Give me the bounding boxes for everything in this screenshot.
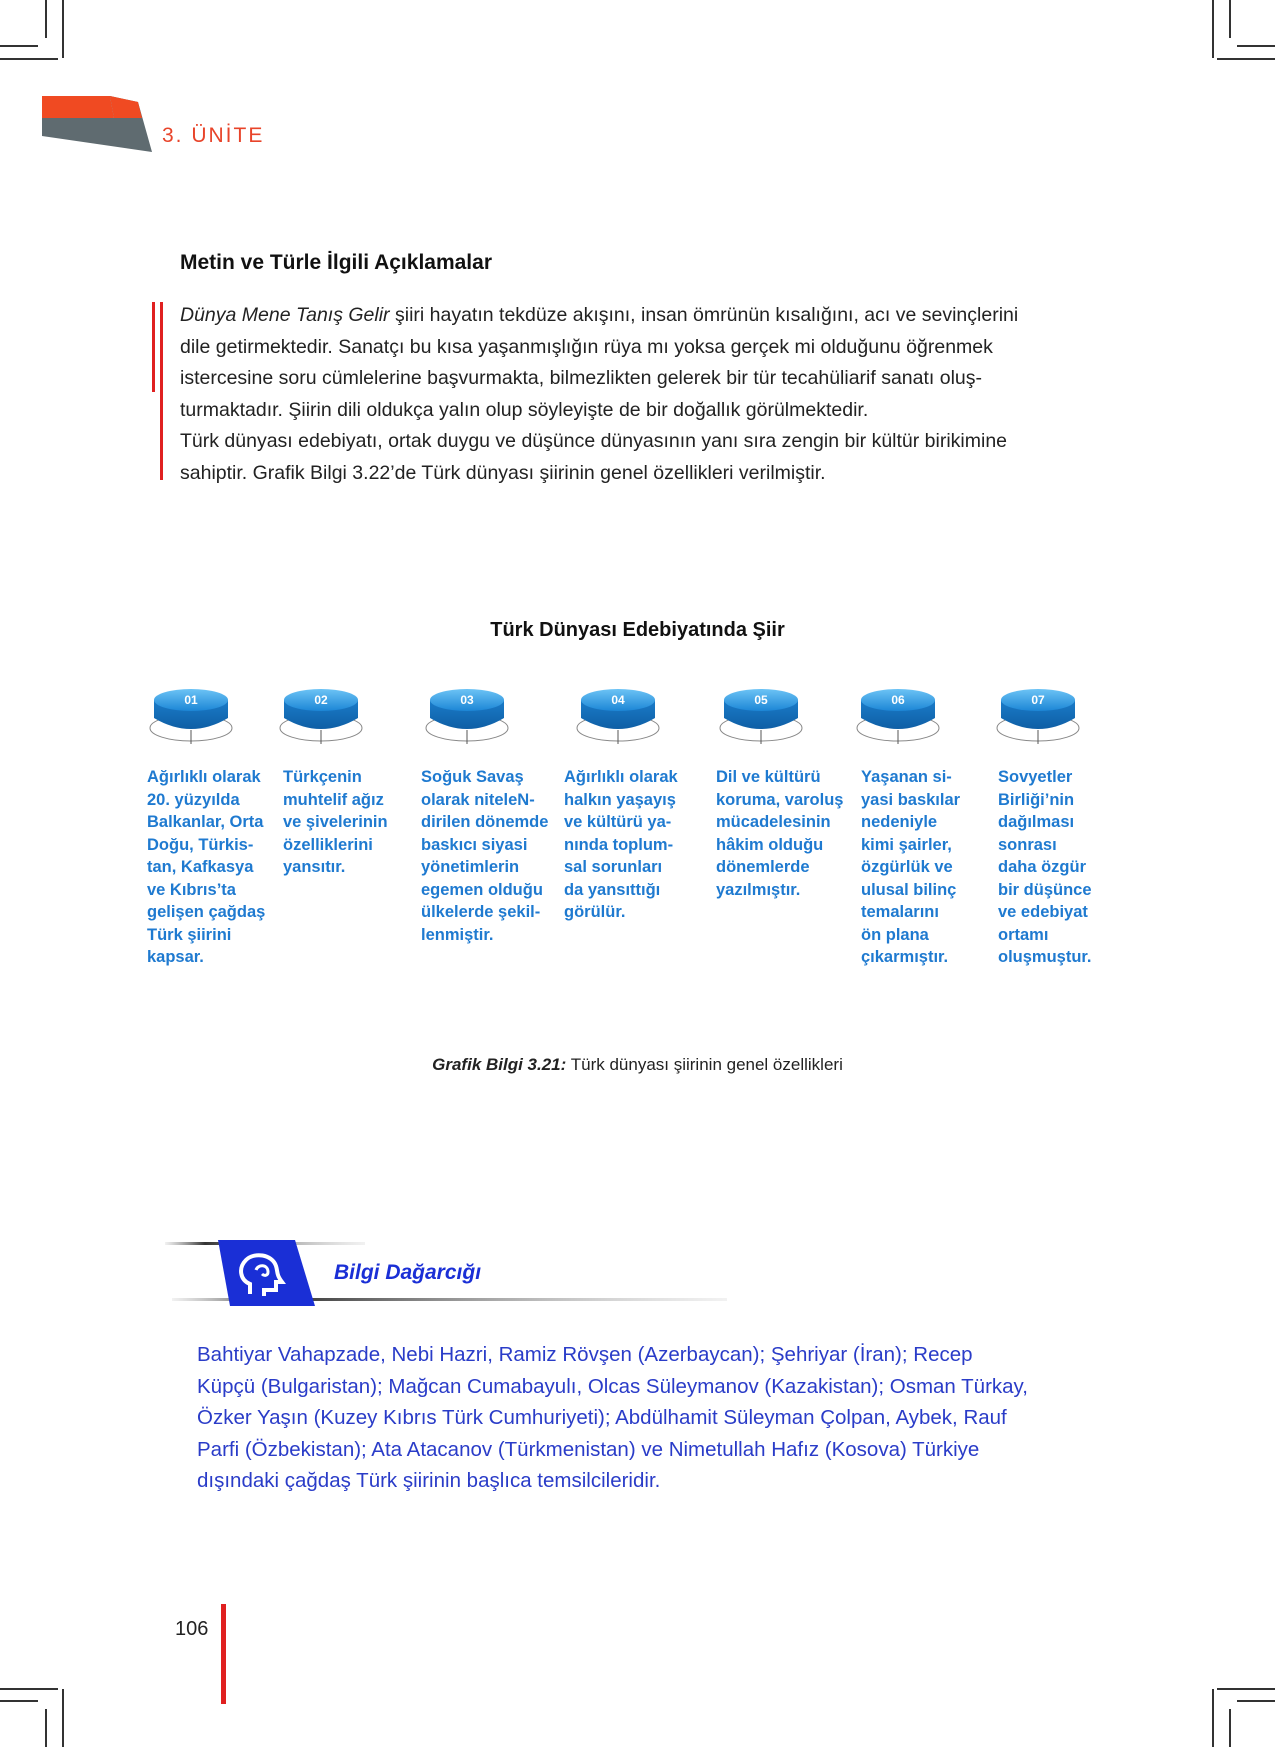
paragraph-line: turmaktadır. Şiirin dili oldukça yalın olup söyleyişte de bir doğallık görülmektedir. xyxy=(180,398,869,421)
infographic-title: Türk Dünyası Edebiyatında Şiir xyxy=(490,619,785,641)
info-box-text xyxy=(197,1339,1097,1497)
crop-mark xyxy=(0,45,38,47)
step-text: Soğuk Savaş olarak niteleN- dirilen dönemde baskıcı siyasi yönetimlerin egemen olduğu ülkelerde şekil- lenmiştir. xyxy=(421,768,549,944)
figure-caption xyxy=(0,1055,1275,1075)
paragraph-line: Türk dünyası edebiyatı, ortak duygu ve düşünce dünyasının yanı sıra zengin bir kültür birikimine xyxy=(180,430,1008,452)
step-number: 01 xyxy=(184,693,198,707)
step-disc xyxy=(995,680,1081,756)
quote-bar xyxy=(160,302,163,480)
quote-bar xyxy=(152,302,155,392)
poem-title: Dünya Mene Tanış Gelir xyxy=(180,304,390,326)
step-disc xyxy=(855,680,941,756)
page-number-bar xyxy=(221,1604,226,1704)
step-text: Ağırlıklı olarak halkın yaşayış ve kültürü ya- nında toplum- sal sorunları da yansıttığı görülür. xyxy=(564,768,678,921)
info-box-title: Bilgi Dağarcığı xyxy=(334,1261,482,1284)
info-line: Bahtiyar Vahapzade, Nebi Hazri, Ramiz Rövşen (Azerbaycan); Şehriyar (İran); Recep xyxy=(197,1343,973,1366)
step-text: Sovyetler Birliği’nin dağılması sonrası daha özgür bir düşünce ve edebiyat ortamı oluşmuştur. xyxy=(998,768,1092,966)
unit-tab-graphic xyxy=(42,96,152,152)
step-number: 07 xyxy=(1031,693,1045,707)
step-text: Yaşanan si- yasi baskılar nedeniyle kimi şairler, özgürlük ve ulusal bilinç temalarını ön plana çıkarmıştır. xyxy=(861,768,961,966)
crop-mark xyxy=(0,1700,38,1702)
crop-mark xyxy=(1217,58,1275,60)
paragraph-line: sahiptir. Grafik Bilgi 3.22’de Türk dünyası şiirinin genel özellikleri verilmiştir. xyxy=(180,461,826,484)
paragraph-line: dile getirmektedir. Sanatçı bu kısa yaşanmışlığın rüya mı yoksa gerçek mi olduğunu öğrenmek xyxy=(180,335,993,358)
step-disc xyxy=(575,680,661,756)
unit-label: 3. ÜNİTE xyxy=(162,124,265,147)
step-number: 03 xyxy=(460,693,474,707)
info-line: Küpçü (Bulgaristan); Mağcan Cumabayulı, Olcas Süleymanov (Kazakistan); Osman Türkay, xyxy=(197,1374,1028,1398)
paragraph-line xyxy=(180,300,1095,332)
section-title: Metin ve Türle İlgili Açıklamalar xyxy=(180,251,492,274)
paragraph-line: istercesine soru cümlelerine başvurmakta, bilmezlikten gelerek bir tür tecahüliarif sanatı oluş- xyxy=(180,367,983,389)
step-text: Ağırlıklı olarak 20. yüzyılda Balkanlar, Orta Doğu, Türkis- tan, Kafkasya ve Kıbrıs’ta gelişen çağdaş Türk şiirini kapsar. xyxy=(147,768,266,966)
crop-mark xyxy=(1229,0,1231,38)
step-text: Dil ve kültürü koruma, varoluş mücadelesinin hâkim olduğu dönemlerde yazılmıştır. xyxy=(716,768,844,899)
crop-mark xyxy=(45,0,47,38)
paragraph-1 xyxy=(180,300,1095,489)
step-disc xyxy=(718,680,804,756)
crop-mark xyxy=(1237,45,1275,47)
crop-mark xyxy=(45,1709,47,1747)
step-text: Türkçenin muhtelif ağız ve şivelerinin özelliklerini yansıtır. xyxy=(283,768,388,876)
crop-mark xyxy=(1229,1709,1231,1747)
info-line: Parfi (Özbekistan); Ata Atacanov (Türkmenistan) ve Nimetullah Hafız (Kosova) Türkiye xyxy=(197,1437,980,1461)
crop-mark xyxy=(1217,1688,1275,1690)
crop-mark xyxy=(0,1688,58,1690)
page-number: 106 xyxy=(175,1618,209,1640)
step-number: 06 xyxy=(891,693,905,707)
caption-text: Türk dünyası şiirinin genel özellikleri xyxy=(566,1055,843,1074)
step-number: 02 xyxy=(314,693,328,707)
step-disc xyxy=(424,680,510,756)
crop-mark xyxy=(62,1689,64,1747)
step-number: 05 xyxy=(754,693,768,707)
paragraph-text: şiiri hayatın tekdüze akışını, insan ömrünün kısalığını, acı ve sevinçlerini xyxy=(389,304,1019,326)
step-disc xyxy=(148,680,234,756)
crop-mark xyxy=(1237,1700,1275,1702)
crop-mark xyxy=(62,0,64,58)
caption-label: Grafik Bilgi 3.21: xyxy=(432,1055,567,1074)
info-line: Özker Yaşın (Kuzey Kıbrıs Türk Cumhuriyeti); Abdülhamit Süleyman Çolpan, Aybek, Rauf xyxy=(197,1406,1007,1429)
crop-mark xyxy=(1212,0,1214,58)
info-line: dışındaki çağdaş Türk şiirinin başlıca temsilcileridir. xyxy=(197,1469,661,1492)
step-disc xyxy=(278,680,364,756)
step-number: 04 xyxy=(611,693,625,707)
crop-mark xyxy=(1212,1689,1214,1747)
crop-mark xyxy=(0,58,58,60)
